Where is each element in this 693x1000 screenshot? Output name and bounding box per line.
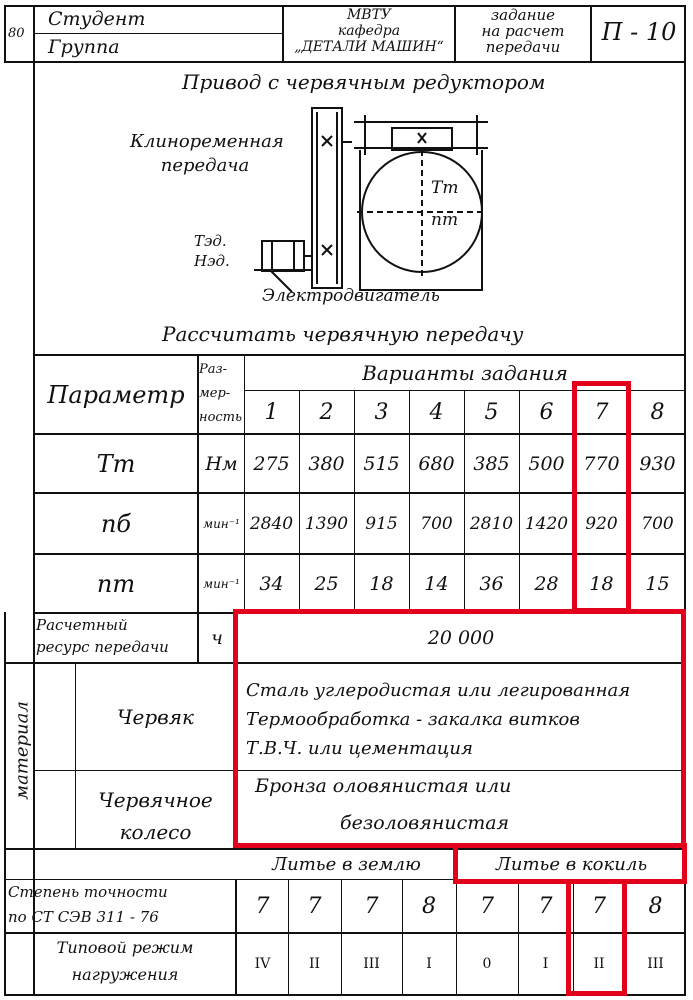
value-cell: 770 [583,452,620,475]
accuracy-label-line: Степень точности [8,883,168,901]
param-header: Параметр [47,380,185,409]
value-cell: 25 [314,572,339,595]
motor-label: Электродвигатель [262,286,440,306]
resource-label-line: Расчетный [36,616,128,634]
task-line: задание [491,6,555,24]
load-value: II [308,956,321,972]
highlight-variant-7-column [572,381,631,613]
dim-header-line: ность [199,410,243,425]
load-label-line: Типовой режим [56,938,194,957]
variant-number: 1 [264,399,279,425]
accuracy-value: 8 [648,893,663,919]
load-value: I [426,956,432,972]
student-label: Студент [48,8,146,30]
value-cell: 500 [528,452,565,475]
value-cell: 2840 [249,513,294,534]
load-value: III [647,956,664,972]
drive-schematic [0,0,693,330]
output-torque-label: Tт [431,178,459,198]
load-value: IV [254,956,271,972]
value-cell: 380 [308,452,345,475]
variants-header: Варианты задания [362,361,568,385]
value-cell: 700 [641,513,674,534]
value-cell: 18 [589,572,614,595]
wheel-label-line: Червячное [98,788,213,812]
wheel-material-line: безоловянистая [340,812,510,834]
accuracy-label [8,880,236,930]
value-cell: 18 [369,572,394,595]
accuracy-value: 8 [422,893,436,919]
dim-header-line: Раз- [199,362,227,377]
value-cell: 930 [639,452,676,475]
worm-material-line: Т.В.Ч. или цементация [246,738,473,759]
task-line: передачи [485,38,561,56]
load-value: III [363,956,380,972]
accuracy-label-line: по СТ СЭВ 311 - 76 [8,908,159,926]
task-code: П - 10 [601,18,677,46]
value-cell: 36 [479,572,504,595]
load-value: I [542,956,549,972]
worm-label: Червяк [117,705,194,729]
resource-value: 20 000 [427,627,495,649]
value-cell: 915 [365,513,398,534]
material-label: материал [11,701,33,800]
value-cell: 385 [473,452,510,475]
motor-speed-label: Нэд. [194,252,230,270]
accuracy-value: 7 [480,893,494,919]
variant-number: 4 [429,399,444,425]
group-label: Группа [48,36,120,58]
belt-label-line: Клиноременная [130,131,284,152]
dim-header-line: мер- [199,386,231,401]
value-cell: 34 [259,572,284,595]
value-cell: 14 [424,572,449,595]
load-label [14,934,236,988]
unit-cell: мин⁻¹ [203,516,240,531]
worm-material-line: Термообработка - закалка витков [246,709,580,730]
value-cell: 15 [645,572,670,595]
task-line: на расчет [481,22,565,40]
resource-unit: ч [211,627,223,649]
highlight-material-block [233,609,686,848]
value-cell: 515 [363,452,400,475]
highlight-casting-chill [453,843,687,884]
belt-label-line: передача [160,155,250,176]
value-cell: 1420 [524,513,569,534]
institute-line: МВТУ [346,7,392,23]
value-cell: 680 [418,452,455,475]
motor-body [262,241,304,271]
wheel-material-line: Бронза оловянистая или [255,775,512,797]
institute-line: „ДЕТАЛИ МАШИН“ [294,39,444,55]
wheel-label-line: колесо [119,820,192,844]
motor-torque-label: Тэд. [194,232,227,250]
unit-cell: мин⁻¹ [203,576,240,591]
task-statement: Рассчитать червячную передачу [162,322,524,346]
value-cell: 700 [420,513,453,534]
value-cell: 2810 [469,513,514,534]
variant-number: 7 [594,399,609,425]
variant-number: 2 [319,399,334,425]
resource-label-line: ресурс передачи [36,638,169,656]
highlight-variant-7-bottom [566,879,627,996]
load-value: II [593,956,605,972]
param-output-torque: Tт [96,449,136,478]
resource-label [36,614,198,658]
variant-number: 8 [650,399,665,425]
accuracy-value: 7 [307,893,322,919]
load-label-line: нагружения [71,965,179,984]
value-cell: 275 [253,452,290,475]
casting-chill-mold: Литье в кокиль [495,854,648,875]
value-cell: 28 [534,572,559,595]
variant-number: 6 [539,399,554,425]
corner-number: 80 [8,26,25,41]
variant-number: 3 [374,399,389,425]
drawing-title: Привод с червячным редуктором [182,70,546,94]
accuracy-value: 7 [255,893,270,919]
wheel-label [76,784,235,848]
unit-cell: Нм [205,452,238,475]
variant-number: 5 [484,399,499,425]
accuracy-value: 7 [364,893,379,919]
value-cell: 1390 [304,513,349,534]
param-input-speed: nб [100,509,132,538]
value-cell: 920 [585,513,618,534]
load-value: 0 [482,956,492,972]
worm-material-line: Сталь углеродистая или легированная [246,680,631,701]
output-speed-label: nт [431,210,459,230]
accuracy-value: 7 [538,893,553,919]
accuracy-value: 7 [592,893,606,919]
param-output-speed: nт [96,569,136,598]
dim-header [199,358,244,430]
institute-line: кафедра [337,23,401,39]
casting-sand: Литье в землю [272,854,421,875]
